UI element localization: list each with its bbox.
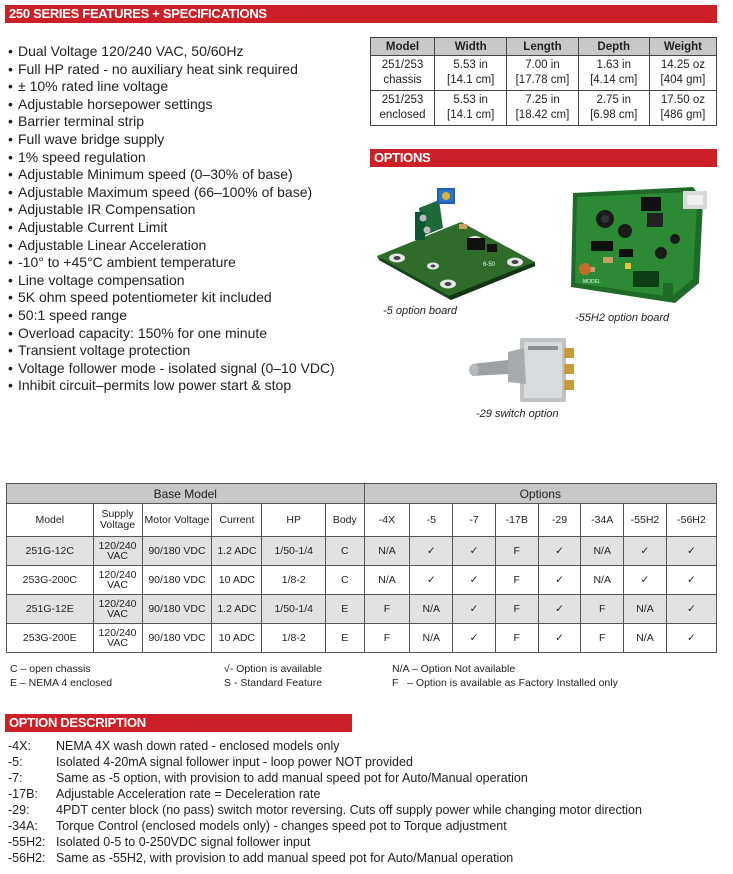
cell: ✓ <box>538 537 581 566</box>
feature-item: • -10° to +45°C ambient temperature <box>8 254 368 272</box>
cell: C <box>326 537 365 566</box>
cell: E <box>326 595 365 624</box>
cell: 1/8-2 <box>262 566 326 595</box>
cell: 1.2 ADC <box>212 595 262 624</box>
cell: ✓ <box>538 595 581 624</box>
feature-item: • Adjustable Current Limit <box>8 219 368 237</box>
cell: 253G-200C <box>7 566 94 595</box>
cell: N/A <box>581 566 624 595</box>
options-group-header: Options <box>364 484 716 504</box>
svg-text:6-50: 6-50 <box>483 262 496 268</box>
col-opt-7: -7 <box>453 504 496 537</box>
model-options-table <box>6 483 717 653</box>
svg-text:MODEL: MODEL <box>583 279 601 285</box>
legend-not-available: N/A – Option Not available <box>392 663 516 675</box>
cell: 2.75 in [6.98 cm] <box>578 91 649 126</box>
cell: 251G-12C <box>7 537 94 566</box>
cell: ✓ <box>666 595 716 624</box>
feature-item: • Adjustable Minimum speed (0–30% of base) <box>8 166 368 184</box>
table-row <box>7 624 717 653</box>
cell: 251/253 enclosed <box>371 91 435 126</box>
legend-open-chassis: C – open chassis <box>10 663 91 675</box>
feature-item: • Overload capacity: 150% for one minute <box>8 325 368 343</box>
cell: ✓ <box>410 537 453 566</box>
dimensions-row <box>371 91 717 126</box>
cell: 253G-200E <box>7 624 94 653</box>
col-opt-29: -29 <box>538 504 581 537</box>
cell: N/A <box>624 624 667 653</box>
cell: 120/240 VAC <box>93 624 142 653</box>
cell: 1/50-1/4 <box>262 537 326 566</box>
cell: N/A <box>410 624 453 653</box>
cell: 1.63 in [4.14 cm] <box>578 56 649 91</box>
dimensions-table <box>370 37 717 126</box>
option-5-caption: -5 option board <box>383 305 457 317</box>
cell: ✓ <box>538 566 581 595</box>
cell: ✓ <box>624 537 667 566</box>
col-current: Current <box>212 504 262 537</box>
col-opt-55h2: -55H2 <box>624 504 667 537</box>
cell: E <box>326 624 365 653</box>
cell: F <box>364 624 410 653</box>
option-description-item: -55H2: Isolated 0-5 to 0-250VDC signal follower input <box>8 835 311 849</box>
feature-item: • Adjustable Linear Acceleration <box>8 237 368 255</box>
option-description-item: -29: 4PDT center block (no pass) switch motor reversing. Cuts off supply power while changing motor direction <box>8 803 642 817</box>
cell: 90/180 VDC <box>142 595 212 624</box>
col-length: Length <box>507 38 578 56</box>
feature-item: • Line voltage compensation <box>8 272 368 290</box>
col-motor-voltage: Motor Voltage <box>142 504 212 537</box>
cell: 1/8-2 <box>262 624 326 653</box>
col-width: Width <box>435 38 507 56</box>
cell: F <box>495 624 538 653</box>
features-banner: 250 SERIES FEATURES + SPECIFICATIONS <box>5 5 717 23</box>
svg-text:BMPF: BMPF <box>581 291 595 297</box>
cell: ✓ <box>666 566 716 595</box>
dimensions-row <box>371 56 717 91</box>
cell: 7.25 in [18.42 cm] <box>507 91 578 126</box>
feature-item: • Full HP rated - no auxiliary heat sink required <box>8 61 368 79</box>
option-29-switch-image <box>468 334 578 410</box>
option-55h2-board-image <box>563 183 713 308</box>
col-opt-56h2: -56H2 <box>666 504 716 537</box>
base-model-group-header: Base Model <box>7 484 365 504</box>
table-row <box>7 595 717 624</box>
cell: ✓ <box>453 566 496 595</box>
cell: 7.00 in [17.78 cm] <box>507 56 578 91</box>
options-banner: OPTIONS <box>370 149 717 167</box>
cell: 251/253 chassis <box>371 56 435 91</box>
cell: 14.25 oz [404 gm] <box>649 56 716 91</box>
table-header-row <box>7 504 717 537</box>
cell: 10 ADC <box>212 624 262 653</box>
col-opt-5: -5 <box>410 504 453 537</box>
cell: 120/240 VAC <box>93 566 142 595</box>
option-description-item: -7: Same as -5 option, with provision to add manual speed pot for Auto/Manual operation <box>8 771 528 785</box>
col-model: Model <box>371 38 435 56</box>
feature-item: • Adjustable IR Compensation <box>8 201 368 219</box>
table-group-row <box>7 484 717 504</box>
legend-nema4: E – NEMA 4 enclosed <box>10 677 113 689</box>
cell: 10 ADC <box>212 566 262 595</box>
cell: F <box>364 595 410 624</box>
cell: 90/180 VDC <box>142 624 212 653</box>
col-body: Body <box>326 504 365 537</box>
col-depth: Depth <box>578 38 649 56</box>
cell: ✓ <box>538 624 581 653</box>
option-description-item: -4X: NEMA 4X wash down rated - enclosed models only <box>8 739 340 753</box>
cell: 17.50 oz [486 gm] <box>649 91 716 126</box>
cell: 5.53 in [14.1 cm] <box>435 56 507 91</box>
cell: ✓ <box>624 566 667 595</box>
cell: ✓ <box>666 624 716 653</box>
legend-factory-installed: F – Option is available as Factory Installed only <box>392 677 618 689</box>
option-description-item: -34A: Torque Control (enclosed models only) - changes speed pot to Torque adjustment <box>8 819 507 833</box>
cell: 120/240 VAC <box>93 595 142 624</box>
legend-available: √- Option is available <box>224 663 322 675</box>
feature-item: • 5K ohm speed potentiometer kit included <box>8 289 368 307</box>
features-list <box>8 43 368 395</box>
cell: F <box>495 566 538 595</box>
cell: N/A <box>364 537 410 566</box>
feature-item: • Transient voltage protection <box>8 342 368 360</box>
cell: 1/50-1/4 <box>262 595 326 624</box>
table-row <box>7 566 717 595</box>
col-opt-17b: -17B <box>495 504 538 537</box>
cell: ✓ <box>666 537 716 566</box>
option-description-list <box>8 738 642 866</box>
cell: N/A <box>581 537 624 566</box>
feature-item: • Voltage follower mode - isolated signal (0–10 VDC) <box>8 360 368 378</box>
col-weight: Weight <box>649 38 716 56</box>
cell: ✓ <box>453 624 496 653</box>
option-description-item: -56H2: Same as -55H2, with provision to add manual speed pot for Auto/Manual operation <box>8 851 514 865</box>
option-description-banner: OPTION DESCRIPTION <box>5 714 352 732</box>
cell: N/A <box>624 595 667 624</box>
cell: ✓ <box>453 595 496 624</box>
cell: ✓ <box>410 566 453 595</box>
feature-item: • Barrier terminal strip <box>8 113 368 131</box>
cell: N/A <box>410 595 453 624</box>
col-hp: HP <box>262 504 326 537</box>
option-29-caption: -29 switch option <box>476 408 559 420</box>
feature-item: • Adjustable Maximum speed (66–100% of base) <box>8 184 368 202</box>
cell: F <box>495 595 538 624</box>
table-row <box>7 537 717 566</box>
cell: C <box>326 566 365 595</box>
col-opt-34a: -34A <box>581 504 624 537</box>
feature-item: • Adjustable horsepower settings <box>8 96 368 114</box>
option-5-board-image <box>375 178 540 306</box>
option-55h2-caption: -55H2 option board <box>575 312 670 324</box>
cell: 1.2 ADC <box>212 537 262 566</box>
legend-standard: S - Standard Feature <box>224 677 323 689</box>
feature-item: • 50:1 speed range <box>8 307 368 325</box>
cell: ✓ <box>453 537 496 566</box>
cell: F <box>495 537 538 566</box>
dimensions-header-row <box>371 38 717 56</box>
option-description-item: -5: Isolated 4-20mA signal follower input - loop power NOT provided <box>8 755 413 769</box>
cell: F <box>581 595 624 624</box>
option-description-item: -17B: Adjustable Acceleration rate = Deceleration rate <box>8 787 321 801</box>
cell: 90/180 VDC <box>142 537 212 566</box>
cell: 251G-12E <box>7 595 94 624</box>
col-supply-voltage: Supply Voltage <box>93 504 142 537</box>
feature-item: • Dual Voltage 120/240 VAC, 50/60Hz <box>8 43 368 61</box>
cell: 120/240 VAC <box>93 537 142 566</box>
feature-item: • 1% speed regulation <box>8 149 368 167</box>
col-model: Model <box>7 504 94 537</box>
cell: N/A <box>364 566 410 595</box>
feature-item: • Inhibit circuit–permits low power start & stop <box>8 377 368 395</box>
feature-item: • ± 10% rated line voltage <box>8 78 368 96</box>
cell: 90/180 VDC <box>142 566 212 595</box>
cell: 5.53 in [14.1 cm] <box>435 91 507 126</box>
feature-item: • Full wave bridge supply <box>8 131 368 149</box>
cell: F <box>581 624 624 653</box>
col-opt-4x: -4X <box>364 504 410 537</box>
